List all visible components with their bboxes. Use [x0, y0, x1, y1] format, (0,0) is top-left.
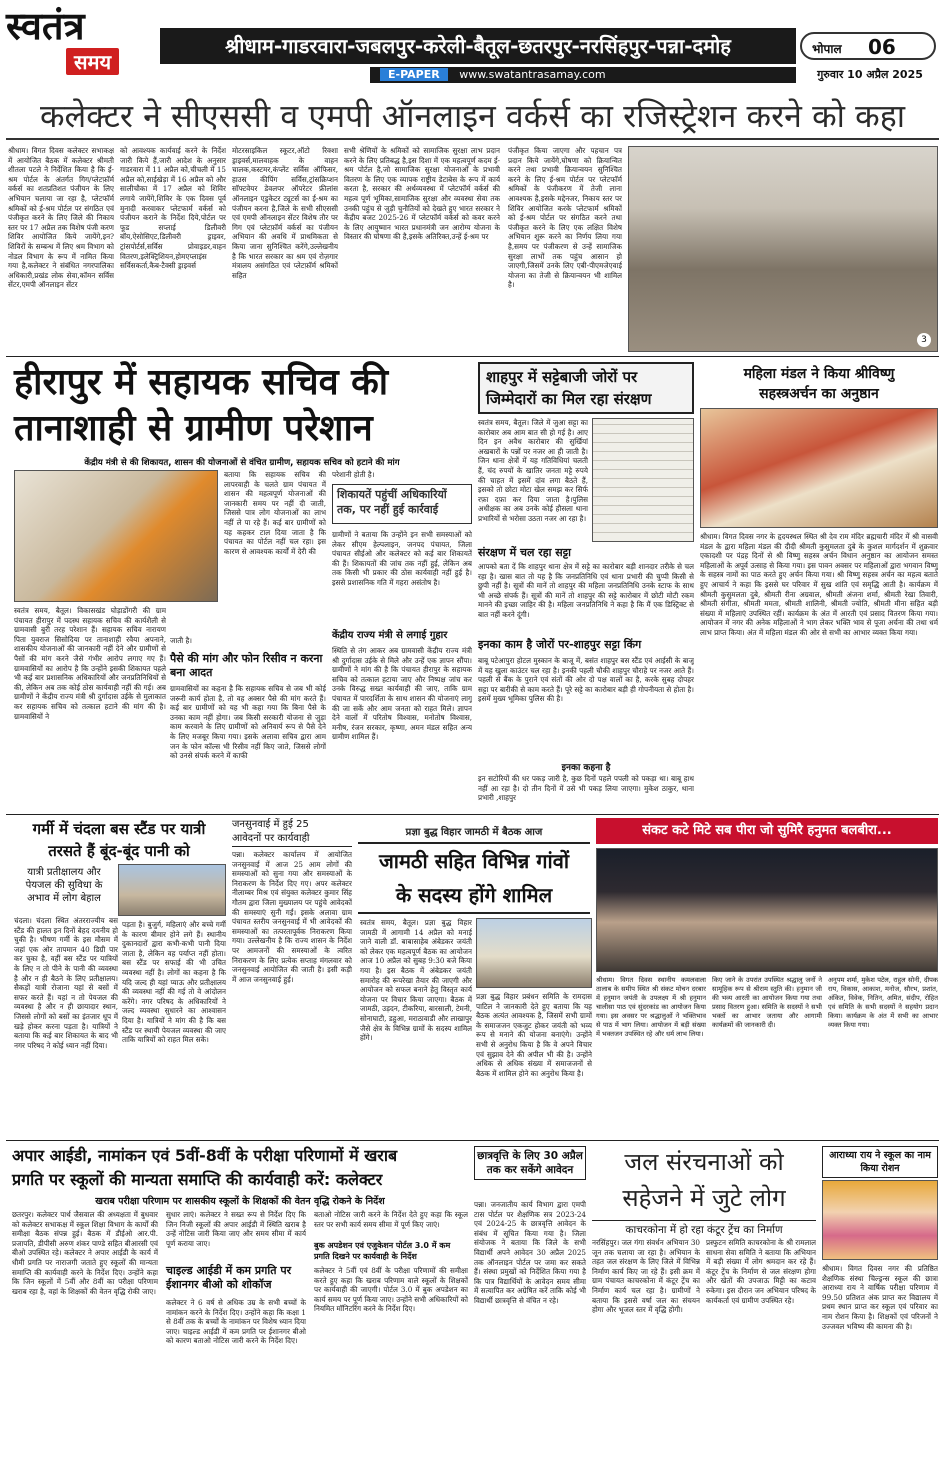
shahpur-body1: आपको बता दें कि शाहपुर थाना क्षेत्र में सट्टे का कारोबार बड़ी शानदार तरीके से चल रहा है। खास बात तो यह है कि जनप्रतिनिधि एवं थाना प्रभारी की चुप्पी किसी से छुपी नहीं है। सूत्रों की मानें तो शाहपुर की महिला जनप्रतिनिधि उनके स्टाफ के साथ भी अच्छे संपर्क हैं। सूत्रों की मानें तो शाहपुर की सट्टे कारोबार में छोटी मोटी रकम मानने की इच्छा जाहिर की है। महिला जनप्रतिनिधि ने कहा है कि मैं एक डिस्ट्रिक्ट से बात नहीं करने दूंगी।: [478, 562, 694, 619]
logo-subtitle: समय: [66, 48, 119, 75]
main-story-col1: श्रीधाम। विगत दिवस कलेक्टर सभाकक्ष में आयोजित बैठक में कलेक्टर श्रीमती शीतला पटले ने निर्देशित किया है कि ई-श्रम पोर्टल के अंतर्गत गिग/प्लेटफ़ॉर्म वर्कर्स का शतप्रतिशत पंजीयन के लिए अभियान चलाया जा रहा है, प्लेटफॉर्म श्रमिकों को ई-श्रम पोर्टल पर संगठित एवं पंजीकृत करने के लिए जिले की निकाय स्तर पर 17 अप्रैल तक विशेष पंजी करण शिविर आयोजित किये जायेंगे,इन? शिविरों के सम्बन्ध में लिए श्रम विभाग को नोडल विभाग के रूप में नामित किया गया है,कलेक्टर ने संबंधित नगरपालिका अधिकारी,प्रखंड लोक सेवा,कॉमन सर्विस सेंटर,एमपी ऑनलाइन सेंटर: [8, 146, 114, 290]
sankat-col2: किए जाने के उपरांत उपस्थित श्रद्धालु जनों ने सामूहिक रूप से श्रीराम स्तुति की। हनुमान जी की भव्य आरती का आयोजन किया गया तथा प्रसाद वितरण हुआ। समिति के सदस्यों ने सभी भक्तों का आभार जताया और आगामी कार्यक्रमों की जानकारी दी।: [712, 976, 822, 1029]
jansunwai-body: पन्ना। कलेक्टर कार्यालय में आयोजित जनसुनवाई में आज 25 आम लोगों की समस्याओं को सुना गया और समस्याओं के निराकरण के निर्देश दिए गए। अपर कलेक्टर नीलाम्बर मिश्र एवं संयुक्त कलेक्टर कुमार सिंह गौतम द्वारा जिला मुख्यालय पर पहुंचे आवेदकों की समस्याएं सुनी गईं। इसके अलावा ग्राम पंचायत स्तरीय जनसुनवाई में भी आवेदकों की समस्याओं का तत्परतापूर्वक निराकरण किया गया। उल्लेखनीय है कि राज्य शासन के निर्देश पर आमजनों की समस्याओं के त्वरित निराकरण के लिए प्रत्येक सप्ताह मंगलवार को जनसुनवाई आयोजित की जाती है। इसी कड़ी में आज जनसुनवाई हुई।: [232, 850, 352, 984]
main-story-col5: पंजीकृत किया जाएगा और पहचान पत्र प्रदान किये जायेंगे,घोषणा को क्रियान्वित करने तथा प्रभावी क्रियान्वयन सुनिश्चित करने के लिए ई-श्रम पोर्टल पर प्लेटफॉर्म श्रमिकों के पंजीकरण में तेजी लाना आवश्यक है,इसके मद्देनजर, निकाय स्तर पर शिविर आयोजित करके प्लेटफार्म श्रमिकों को ई-श्रम पोर्टल पर संगठित करने तथा पंजीकृत करने के लिए एक लक्षित विशेष अभियान शुरू करने का निर्णय लिया गया है,समय पर पंजीकरण से उन्हें सामाजिक सुरक्षा लाभों तक पहुंच आसान हो जाएगी,जिसमें उनके लिए एबी-पीएमजेएवाई योजना का तेजी से क्रियान्वयन भी शामिल है।: [508, 146, 622, 290]
epaper-label: E-PAPER: [380, 68, 448, 81]
city-list-band: श्रीधाम-गाडरवारा-जबलपुर-करेली-बैतूल-छतरपुर-नरसिंहपुर-पन्ना-दमोह: [160, 28, 796, 64]
minister-meeting-photo: [14, 470, 218, 602]
jamathi-col2: प्रज्ञा बुद्ध विहार प्रबंधन समिति के रामदास पाटिल ने जानकारी देते हुए बताया कि यह बैठक अत्यंत आवश्यक है, जिसमें सभी ग्रामों के समाजजन एकजुट होकर जयंती को भव्य रूप से मनाने की योजना बनाएंगे। उन्होंने सभी से अनुरोध किया है कि वे अपने विचार एवं सुझाव देने की अपील भी की है। उन्होंने अधिक से अधिक संख्या में समाजजनों से बैठक में शामिल होने का अनुरोध किया है।: [476, 992, 592, 1078]
apaar-col2b: कलेक्टर ने 6 वर्ष से अधिक उम्र के सभी बच्चों के नामांकन करने के निर्देश दिए। उन्होंने कहा कि कक्षा 1 से 8वीं तक के बच्चों के नामांकन पर विशेष ध्यान दिया जाए। चाइल्ड आईडी में कम प्रगति पर ईशानगर बीओ को कारण बताओ नोटिस जारी करने के निर्देश दिए।: [166, 1298, 306, 1346]
apaar-col1: छतरपुर। कलेक्टर पार्थ जैसवाल की अध्यक्षता में बुधवार को कलेक्टर सभाकक्ष में स्कूल शिक्षा विभाग के कार्यों की समीक्षा बैठक संपन्न हुई। बैठक में डीईओ आर.पी. प्रजापति, डीपीसी अरुण शंकर पाण्डे सहित बीआरसी एवं बीओ उपस्थित रहे। कलेक्टर ने अपार आईडी के कार्य में धीमी प्रगति पर नाराजगी जताते हुए स्कूलों की मान्यता समाप्ति की कार्यवाही करने के निर्देश दिए। उन्होंने कहा कि जिन स्कूलों में 5वीं और 8वीं का परीक्षा परिणाम खराब रहा है, वहां के शिक्षकों की वेतन वृद्धि रोकी जाए।: [12, 1210, 158, 1296]
betting-slip-photo: [592, 418, 694, 542]
shahpur-headline-box: [478, 362, 694, 414]
jamathi-headline-line2: के सदस्य होंगे शामिल: [395, 883, 553, 907]
mahila-headline: [700, 364, 938, 404]
mahila-headline-line1: महिला मंडल ने किया श्रीविष्णु: [743, 366, 895, 382]
chandla-subhead: यात्री प्रतीक्षालय और पेयजल की सुविधा के अभाव में लोग बेहाल: [25, 867, 103, 904]
mahila-body: श्रीधाम। विगत दिवस नगर के हृदयस्थल स्थित श्री देव राम मंदिर ब्रह्मचारी मंदिर में श्री वासवी मंडल के द्वारा महिला मंडल की दीदी श्रीमती कुसुमलता दुबे के कुशल मार्गदर्शन में शुक्रवार एकादशी पर पंद्रह दिनों से श्री विष्णु सहस्त्र अर्चन विधान अनुष्ठान का आयोजन समस्त महिलाओं के अपूर्व उत्साह से किया गया। इस पावन अवसर पर महिलाओं द्वारा भगवान विष्णु के सहस्त्र नामों का पाठ करते हुए अर्चन किया गया। श्री विष्णु सहस्त्र अर्चन का महत्व बताते हुए आचार्य ने कहा कि इससे घर परिवार में सुख शांति एवं समृद्धि आती है। कार्यक्रम में श्रीमती कुसुमलता दुबे, श्रीमती रीना अग्रवाल, श्रीमती अंजना शर्मा, श्रीमती रेखा तिवारी, श्रीमती संगीता, श्रीमती ममता, श्रीमती शालिनी, श्रीमती ज्योति, श्रीमती मीना सहित बड़ी संख्या में महिलाएं उपस्थित रहीं। कार्यक्रम के अंत में आरती एवं प्रसाद वितरण किया गया। आयोजन में नगर की अनेक महिलाओं ने भाग लेकर भक्ति भाव से पूजा अर्चना की तथा धर्म लाभ प्राप्त किया। अंत में महिला मंडल की ओर से सभी का आभार व्यक्त किया गया।: [700, 532, 938, 637]
hirapur-headline: [14, 360, 470, 452]
jal-headline-line1: जल संरचनाओं को: [624, 1148, 784, 1176]
edition-city: भोपाल: [812, 42, 842, 56]
shahpur-lead: स्वतंत्र समय, बैतूल। जिले में जुआ सट्टा का कारोबार अब आम बात सी हो गई है। आए दिन इन अवैध कारोबार की सुर्खियां अखबारों के पन्नों पर नजर आ ही जाती है। जिन थाना क्षेत्रों में यह गतिविधियां चलती हैं, चंद रुपयों के खातिर जनता मट्टे रुपये की चाहत में इसमें दांव लगा बैठते हैं, इसको तो छोटा मोटा खेल समझ कर सिर्फ रफ़ा दफ़ा कर दिया जाता है।पुलिस अधीक्षक का अब उनके कोई हौसला थाना प्रभारियों से भरोसा उठता नजर आ रहा है।: [478, 418, 588, 523]
chhatravritti-body: पन्ना। जनजातीय कार्य विभाग द्वारा एमपी टास पोर्टल पर शैक्षणिक सत्र 2023-24 एवं 2024-25 के छात्रवृत्ति आवेदन के संबंध में सूचित किया गया है। जिला संयोजक ने बताया कि जिले के सभी विद्यार्थी अपने आवेदन 30 अप्रैल 2025 तक ऑनलाइन पोर्टल पर जमा कर सकते हैं। संस्था प्रमुखों को निर्देशित किया गया है कि पात्र विद्यार्थियों के आवेदन समय सीमा में सत्यापित कर अग्रेषित करें ताकि कोई भी विद्यार्थी छात्रवृत्ति से वंचित न रहे।: [474, 1200, 586, 1305]
hirapur-col3: ग्रामीणों ने बताया कि उन्होंने इन सभी समस्याओं को लेकर सीएम हेल्पलाइन, जनपद पंचायत, जिला पंचायत सीईओ और कलेक्टर को कई बार शिकायतें की हैं। शिकायतों की जांच तक नहीं हुई, लेकिन अब तक किसी भी प्रकार की ठोस कार्यवाही नहीं हुई है। इससे प्रशासनिक गति में गहरा असंतोष है।: [332, 530, 472, 587]
jal-col1: नरसिंहपुर। जल गंगा संवर्धन अभियान 30 जून तक चलाया जा रहा है। अभियान के तहत जल संरक्षण के लिए जिले में विभिन्न निर्माण कार्य किए जा रहे हैं। इसी क्रम में ग्राम पंचायत काचरकोना में कंटूर ट्रेंच का निर्माण कार्य चल रहा है। ग्रामीणों ने बताया कि इससे वर्षा जल का संचयन होगा और भूजल स्तर में वृद्धि होगी।: [592, 1238, 700, 1315]
photo-badge: 3: [917, 333, 931, 347]
jal-col2: प्रस्फुटन समिति काचरकोना के श्री रामलाल साधना सेवा समिति ने बताया कि अभियान में बड़ी संख्या में लोग श्रमदान कर रहे हैं। कंटूर ट्रेंच के निर्माण से जल संरक्षण होगा और खेतों की उपजाऊ मिट्टी का कटाव रुकेगा। इस दौरान जन अभियान परिषद के कार्यकर्ता एवं ग्रामीण उपस्थित रहे।: [706, 1238, 816, 1305]
hirapur-subhead: केंद्रीय मंत्री से की शिकायत, शासन की योजनाओं से वंचित ग्रामीण, सहायक सचिव को हटाने की मांग: [84, 458, 400, 468]
jamathi-headline-line1: जामठी सहित विभिन्न गांवों: [378, 849, 570, 873]
main-headline: कलेक्टर ने सीएससी व एमपी ऑनलाइन वर्कर्स का रजिस्ट्रेशन करने को कहा: [6, 92, 939, 140]
hirapur-sub-money: पैसे की मांग और फोन रिसीव न करना बना आदत: [170, 652, 323, 679]
hirapur-beside-photo: बताया कि सहायक सचिव की लापरवाही के चलते ग्राम पंचायत में शासन की महत्वपूर्ण योजनाओं की जानकारी समय पर नहीं दी जाती, जिससे पात्र लोग योजनाओं का लाभ नहीं ले पा रहे हैं। कई बार ग्रामीणों को यह कहकर टाल दिया जाता है कि पंचायत का पोर्टल नहीं चल रहा। इस कारण से आवश्यक कार्यों में देरी की: [224, 470, 326, 556]
main-story-col4: सभी श्रेणियों के श्रमिकों को सामाजिक सुरक्षा लाभ प्रदान करने के लिए प्रतिबद्ध है,इस दिशा में एक महत्वपूर्ण कदम ई-श्रम पोर्टल है,जो सामाजिक सुरक्षा योजनाओं के प्रभावी वितरण के लिए एक व्यापक राष्ट्रीय डेटाबेस के रूप में कार्य करता है, सरकार की अर्थव्यवस्था में प्लेटफॉर्म वर्कर्स की महत्व पूर्ण भूमिका,सामाजिक सुरक्षा और व्यवस्था सेवा तक उनकी पहुंच से जुड़ी चुनौतियों को देखते हुए भारत सरकार ने केंद्रीय बजट 2025-26 में प्लेटफॉर्म वर्कर्स को कवर करने के लिए आयुष्मान भारत प्रधानमंत्री जन आरोग्य योजना के विस्तार की घोषणा की है,इसके अतिरिक्त,उन्हें ई-श्रम पर: [344, 146, 500, 242]
logo-title: स्वतंत्र: [6, 3, 85, 48]
shahpur-headline-line1: शाहपुर में सट्टेबाजी जोरों पर: [486, 368, 638, 386]
hirapur-col1: स्वतंत्र समय, बैतूल। विकासखंड घोड़ाडोंगरी की ग्राम पंचायत हीरापुर में पदस्थ सहायक सचिव की कार्यशैली से ग्रामवासी बुरी तरह परेशान हैं। सहायक सचिव नारायण पिता युवराज सिसोदिया पर तानाशाही रवैया अपनाने, शासकीय योजनाओं की जानकारी नहीं देने और ग्रामीणों से पैसों की मांग करने जैसे गंभीर आरोप लगाए गए हैं। ग्रामवासियों का आरोप है कि उन्होंने इसकी शिकायत पहले भी कई बार प्रशासनिक अधिकारियों और जनप्रतिनिधियों से की, लेकिन अब तक कोई ठोस कार्यवाही नहीं की गई। अब ग्रामीणों ने केंद्रीय राज्य मंत्री श्री दुर्गादास उईके से मुलाकात कर सहायक सचिव को तत्काल हटाने की मांग की है। ग्रामवासियों ने: [14, 606, 166, 721]
jansunwai-headline-line1: जनसुनवाई में हुई 25: [232, 819, 309, 830]
jamathi-col1: स्वतंत्र समय, बैतूल। प्रज्ञा बुद्ध विहार जामठी में आगामी 14 अप्रैल को मनाई जाने वाली डॉ. बाबासाहेब अंबेडकर जयंती को लेकर एक महत्वपूर्ण बैठक का आयोजन आज 10 अप्रैल को सुबह 9:30 बजे किया गया है। इस बैठक में अंबेडकर जयंती समारोह की रूपरेखा तैयार की जाएगी और आयोजन को सफल बनाने हेतु विस्तृत कार्य योजना पर विचार किया जाएगा। बैठक में जामठी, उड़दन, टीकरिया, बारसाली, टेमनी, सोनाघाटी, डहुआ, मराठावाडी और लाखापुर जैसे क्षेत्र के विभिन्न ग्रामों के सदस्य शामिल होंगे।: [360, 918, 472, 1043]
divider: [6, 356, 939, 357]
jamathi-headline: [358, 842, 590, 914]
mahila-mandal-photo: [700, 408, 938, 528]
hirapur-col1-tail: जाती है।: [170, 636, 192, 645]
chandla-col2: पड़ता है। बुजुर्ग, महिलाएं और बच्चे गर्मी के कारण बीमार होने लगे हैं। स्थानीय दुकानदारों द्वारा कभी-कभी पानी दिया जाता है, लेकिन वह पर्याप्त नहीं होता। बस स्टैंड पर सफाई की भी उचित व्यवस्था नहीं है। लोगों का कहना है कि यदि जल्द ही यहां प्याऊ और प्रतीक्षालय की व्यवस्था नहीं की गई तो वे आंदोलन करेंगे। नगर परिषद के अधिकारियों ने जल्द व्यवस्था सुधारने का आश्वासन दिया है। यात्रियों ने मांग की है कि बस स्टैंड पर स्थायी पेयजल व्यवस्था की जाए ताकि यात्रियों को राहत मिल सके।: [122, 920, 226, 1045]
hirapur-sub-minister: केंद्रीय राज्य मंत्री से लगाई गुहार: [332, 630, 448, 641]
bus-stand-photo: [118, 864, 226, 916]
shahpur-headline-line2: जिम्मेदारों का मिल रहा संरक्षण: [486, 390, 652, 408]
apaar-headline-line2: प्रगति पर स्कूलों की मान्यता समाप्ति की कार्यवाही करें: कलेक्टर: [12, 1170, 383, 1189]
chandla-headline-line1: गर्मी में चंदला बस स्टैंड पर यात्री: [32, 820, 206, 838]
jal-kicker: काचरकोना में हो रहा कंटूर ट्रेंच का निर्माण: [592, 1220, 816, 1237]
chandla-headline: [14, 818, 224, 862]
shahpur-sub1: संरक्षण में चल रहा सट्टा: [478, 546, 571, 559]
website-link[interactable]: www.swatantrasamay.com: [459, 68, 606, 81]
edition-badge: [800, 32, 936, 60]
masthead-logo: [6, 4, 156, 80]
apaar-headline-line1: अपार आईडी, नामांकन एवं 5वीं-8वीं के परीक्षा परिणामों में खराब: [12, 1146, 398, 1165]
sankat-col1: श्रीधाम। विगत दिवस स्थानीय कमलवाला तालाब के समीप स्थित श्री संकट मोचन दरबार में हनुमान जयंती के उपलक्ष्य में श्री हनुमान चालीसा पाठ एवं सुंदरकांड का आयोजन किया गया। इस अवसर पर श्रद्धालुओं ने भक्तिभाव से पाठ में भाग लिया। आयोजन में बड़ी संख्या में भक्तजन उपस्थित रहे और धर्म लाभ लिया।: [596, 976, 706, 1038]
chandla-headline-line2: तरसते हैं बूंद-बूंद पानी को: [48, 842, 190, 860]
shahpur-sub3: इनका कहना है: [561, 763, 611, 773]
epaper-band: [370, 67, 796, 83]
jamathi-kicker: प्रज्ञा बुद्ध विहार जामठी में बैठक आज: [405, 827, 543, 838]
buddha-vihar-photo: [476, 918, 592, 988]
divider: [6, 1140, 939, 1141]
apaar-subhead: खराब परीक्षा परिणाम पर शासकीय स्कूलों के शिक्षकों की वेतन वृद्धि रोकने के निर्देश: [95, 1196, 385, 1207]
hirapur-headline-line2: तानाशाही से ग्रामीण परेशान: [14, 408, 373, 449]
shahpur-body3: इन सटोरियों की धर पकड़ जारी है, कुछ दिनों पहले पपली को पकड़ा था। बाबू हाथ नहीं आ रहा है। दो तीन दिनों में उसे भी पकड़ लिया जाएगा। मुकेश ठाकुर, थाना प्रभारी ,शाहपुर: [478, 774, 694, 803]
apaar-sub-book: बुक अपडेशन एवं एजुकेशन पोर्टल 3.0 में कम प्रगति दिखने पर कार्यवाही के निर्देश: [314, 1241, 451, 1261]
hirapur-headline-line1: हीरापुर में सहायक सचिव की: [14, 362, 389, 403]
hirapur-col3b: स्थिति से तंग आकर अब ग्रामवासी केंद्रीय राज्य मंत्री श्री दुर्गादास उईके से मिले और उन्हें एक ज्ञापन सौंपा। ग्रामीणों ने मांग की है कि पंचायत हीरापुर के सहायक सचिव को तत्काल हटाया जाए और निष्पक्ष जांच कर उनके विरुद्ध सख्त कार्यवाही की जाए, ताकि ग्राम पंचायत में पारदर्शिता के साथ शासन की योजनाएं लागू की जा सकें और आम जनता को राहत मिले। ज्ञापन देने वालों में परितोष विश्वास, मनोतोष विश्वास, मनीष, रंजन सरकार, कृष्णा, अमन मंडल सहित अन्य ग्रामीण शामिल हैं।: [332, 646, 472, 742]
jansunwai-headline: [232, 818, 352, 847]
sankat-headline: संकट कटे मिटे सब पीरा जो सुमिरै हनुमत बलबीरा...: [596, 818, 938, 844]
chhatravritti-headline: छात्रवृत्ति के लिए 30 अप्रैल तक कर सकेंगे आवेदन: [474, 1146, 586, 1180]
sankat-col3: अनुपम शर्मा, मुकेश पटेल, राहुल सोनी, दीपक राय, विकास, आकाश, मनोज, सौरभ, प्रशांत, अंकित, विवेक, नितिन, अमित, संदीप, रोहित एवं समिति के सभी सदस्यों ने सहयोग प्रदान किया। कार्यक्रम के अंत में सभी का आभार व्यक्त किया गया।: [828, 976, 938, 1029]
main-story-col3: मोटरसाइकिल स्कूटर,ऑटो रिक्शा ड्राइवर्स,मालवाहक के वाहन चालक,कस्टमर,कंप्लेंट सर्विस ऑफिसर, हाउस कीपिंग सर्विस,ट्रांसक्रिप्शन सॉफ्टवेयर डेवलपर ऑपरेटर फ्रीलांस ऑनलाइन एडुकेटर ट्यूटर्स का ई-श्रम का पंजीयन करना है,जिले के सभी सीएससी एवं एमपी ऑनलाइन सेंटर विशेष तौर पर गिग एवं प्लेटफ़ॉर्म वर्कर्स का पंजीयन अभियान की अवधि में प्राथमिकता से किया जाना सुनिश्चित करेंगे,उल्लेखनीय है कि भारत सरकार का श्रम एवं रोज़गार मंत्रालय असंगठित एवं प्लेटफ़ॉर्म श्रमिकों सहित: [232, 146, 338, 280]
apaar-col2: सुधार लाएं। कलेक्टर ने सख्त रूप से निर्देश दिए कि जिन निजी स्कूलों की अपार आईडी में स्थिति खराब है उन्हें नोटिस जारी किया जाए और समय सीमा में कार्य पूर्ण कराया जाए।: [166, 1210, 306, 1248]
apaar-col3b: कलेक्टर ने 5वीं एवं 8वीं के परीक्षा परिणामों की समीक्षा करते हुए कहा कि खराब परिणाम वाले स्कूलों के शिक्षकों पर कार्यवाही की जाएगी। पोर्टल 3.0 में बुक अपडेशन का कार्य समय पर पूर्ण किया जाए। उन्होंने सभी अधिकारियों को नियमित मॉनिटरिंग करने के निर्देश दिए।: [314, 1266, 468, 1314]
main-story-col2: को आवश्यक कार्यवाई करने के निर्देश जारी किये हैं,जारी आदेश के अनुसार गाडरवारा में 11 अप्रैल को,चीचली में 15 अप्रैल को,साईखेड़ा में 16 अप्रैल को और सालीचौका में 17 अप्रैल को शिविर लगाये जायेंगे,शिविर के एक दिवस पूर्व मुनादी करवाकर प्लेटफार्म वर्कर्स को पंजीयन कराने के निर्देश दिये,पोर्टल पर फूड सप्लाई डिलीवरी बॉय,ऐसोसिएट,डिलीवरी ड्राइवर, ट्रांसपोर्टर्स,सर्विस प्रोवाइडर,वाहन वितरण,इलेक्ट्रिशियन,होमएप्लाइंस सर्विसकर्ता,कैब-टैक्सी ड्राइवर्स: [120, 146, 226, 271]
hanuman-program-photo: [596, 848, 938, 972]
chandla-col1: चंदला। चंदला स्थित अंतरराज्यीय बस स्टैंड की हालत इन दिनों बेहद दयनीय हो चुकी है। भीषण गर्मी के इस मौसम में जहां एक ओर तापमान 40 डिग्री पार कर चुका है, वहीं बस स्टैंड पर यात्रियों के लिए न तो पीने के पानी की व्यवस्था है और न ही बैठने के लिए प्रतीक्षालय। सैकड़ों यात्री रोजाना यहां से बसों में सफर करते हैं। यहां न तो पेयजल की व्यवस्था है और न ही छायादार स्थान, जिससे लोगों को बसों का इंतजार धूप में खड़े होकर करना पड़ता है। यात्रियों ने बताया कि कई बार शिकायत के बाद भी नगर परिषद ने कोई ध्यान नहीं दिया।: [14, 916, 118, 1050]
jansunwai-headline-line2: आवेदनों पर कार्यवाही: [232, 833, 310, 844]
jal-headline-line2: सहेजने में जुटे लोग: [622, 1184, 786, 1212]
issue-date: गुरुवार 10 अप्रैल 2025: [817, 68, 923, 81]
apaar-headline: [12, 1144, 468, 1192]
page-number: 06: [868, 35, 896, 59]
hirapur-sub-complaint: शिकायतें पहुंचीं अधिकारियों तक, पर नहीं हुई कार्रवाई: [332, 484, 472, 524]
apaar-col3: बताओ नोटिस जारी करने के निर्देश देते हुए कहा कि स्कूल स्तर पर सभी कार्य समय सीमा में पूर्ण किए जाएं।: [314, 1210, 468, 1229]
mahila-headline-line2: सहस्त्रअर्चन का अनुष्ठान: [759, 386, 879, 402]
hirapur-col2: ग्रामवासियों का कहना है कि सहायक सचिव से जब भी कोई जरूरी कार्य होता है, तो वह अक्सर पैसे की मांग करते हैं। कई बार ग्रामीणों को यह भी कहा गया कि बिना पैसे के उनका काम नहीं होगा। जब किसी सरकारी योजना से जुड़ा काम करवाने के लिए ग्रामीणों को अनिवार्य रूप से पैसे देने के लिए मजबूर किया गया। इसके अलावा सचिव द्वारा आम जन के फोन कॉल्स भी रिसीव नहीं किए जाते, जिससे लोगों को उनसे संपर्क करने में काफी: [170, 684, 326, 761]
shahpur-body2: बाबू पटेआपुरा होटल मुस्कान के बाजू में, बसंत शाहपुर बस स्टैंड एवं आईसी के बाजू में यह खुला काउंटर चल रहा है। इनकी पहली चौकी शाहपुर चौराहे पर नजर आते हैं। पहली से बैंक के पुराने एवं संतों की ओर दो पक्ष वालों का है, करके सुबह दोपहर सट्टा पर बारीकी से काम करते हैं। पूरे सट्टे का कारोबार बड़ी ही गोपनीयता से होता है। इसमें मुख्य भूमिका पुलिस की है।: [478, 656, 694, 704]
apaar-sub-child: चाइल्ड आईडी में कम प्रगति पर ईशानगर बीओ को शोकॉज: [166, 1264, 292, 1291]
shahpur-sub2: इनका काम है जोरों पर-शाहपुर सट्टा किंग: [478, 638, 642, 651]
aradhya-body: श्रीधाम। विगत दिवस नगर की प्रतिष्ठित शैक्षणिक संस्था चिल्ड्रन्स स्कूल की छात्रा आराध्या राय ने वार्षिक परीक्षा परिणाम में 99.50 प्रतिशत अंक प्राप्त कर विद्यालय में प्रथम स्थान प्राप्त कर स्कूल एवं परिवार का नाम रोशन किया है। शिक्षकों एवं परिजनों ने उज्जवल भविष्य की कामना की है।: [822, 1264, 938, 1331]
aradhya-headline: आराध्या राय ने स्कूल का नाम किया रोशन: [822, 1146, 938, 1178]
collector-meeting-photo: [628, 146, 938, 352]
divider: [6, 814, 939, 815]
aradhya-photo: [822, 1180, 938, 1260]
hirapur-col3-top: परेशानी होती है।: [332, 470, 375, 479]
jal-headline: [592, 1144, 816, 1216]
